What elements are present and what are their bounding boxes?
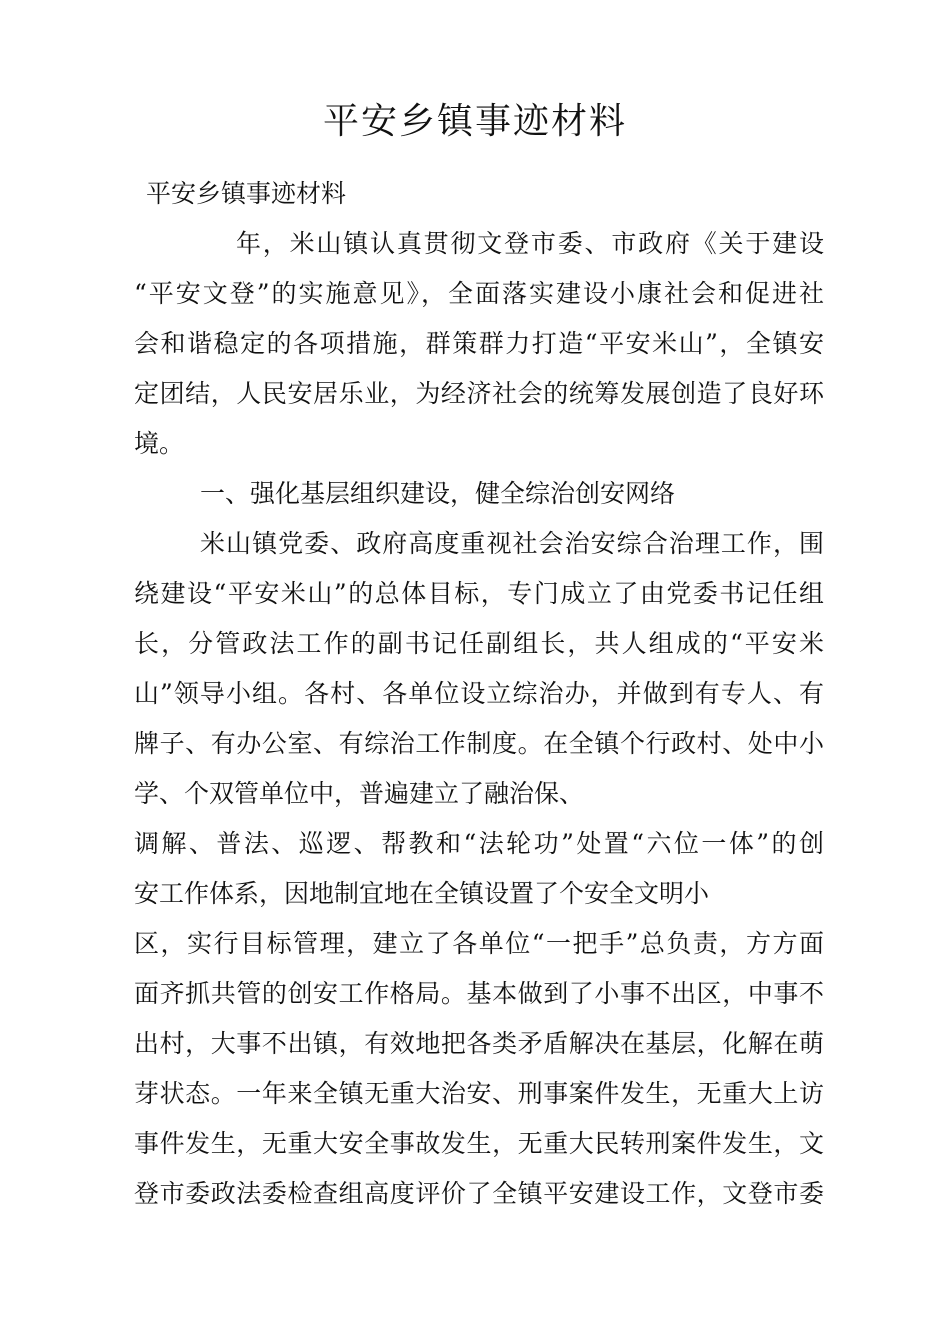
paragraph-line: 事件发生，无重大安全事故发生，无重大民转刑案件发生，文: [134, 1129, 824, 1158]
paragraph-line: 芽状态。一年来全镇无重大治安、刑事案件发生，无重大上访: [134, 1079, 824, 1108]
paragraph-line: “平安文登”的实施意见》，全面落实建设小康社会和促进社: [134, 279, 824, 308]
paragraph-line: 安工作体系，因地制宜地在全镇设置了个安全文明小: [134, 879, 710, 908]
paragraph-line: 区，实行目标管理，建立了各单位“一把手”总负责，方方面: [134, 929, 824, 958]
paragraph-line: 米山镇党委、政府高度重视社会治安综合治理工作，围: [200, 529, 824, 558]
paragraph-line: 绕建设“平安米山”的总体目标，专门成立了由党委书记任组: [134, 579, 824, 608]
paragraph-line: 调解、普法、巡逻、帮教和“法轮功”处置“六位一体”的创: [134, 829, 824, 858]
paragraph-line: 会和谐稳定的各项措施，群策群力打造“平安米山”，全镇安: [134, 329, 824, 358]
paragraph-line: 年，米山镇认真贯彻文登市委、市政府《关于建设: [236, 229, 824, 258]
section-heading: 一、强化基层组织建设，健全综治创安网络: [200, 479, 676, 508]
document-subtitle: 平安乡镇事迹材料: [146, 179, 347, 208]
paragraph-line: 长，分管政法工作的副书记任副组长，共人组成的“平安米: [134, 629, 824, 658]
paragraph-line: 定团结，人民安居乐业，为经济社会的统筹发展创造了良好环: [134, 379, 824, 408]
paragraph-line: 登市委政法委检查组高度评价了全镇平安建设工作，文登市委: [134, 1179, 824, 1208]
paragraph-line: 牌子、有办公室、有综治工作制度。在全镇个行政村、处中小: [134, 729, 824, 758]
paragraph-line: 学、个双管单位中，普遍建立了融治保、: [134, 779, 585, 808]
document-title: 平安乡镇事迹材料: [322, 101, 627, 142]
paragraph-line: 出村，大事不出镇，有效地把各类矛盾解决在基层，化解在萌: [134, 1029, 824, 1058]
paragraph-line: 境。: [134, 429, 185, 458]
paragraph-line: 面齐抓共管的创安工作格局。基本做到了小事不出区，中事不: [134, 979, 824, 1008]
paragraph-line: 山”领导小组。各村、各单位设立综治办，并做到有专人、有: [134, 679, 824, 708]
